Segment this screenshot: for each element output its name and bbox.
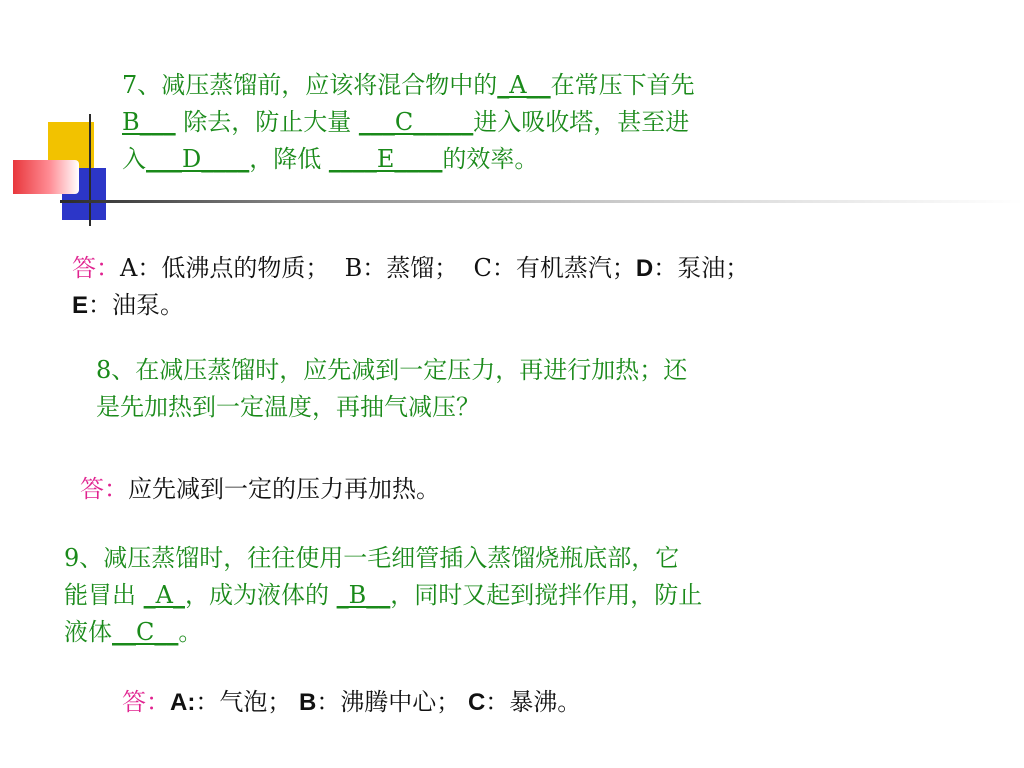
answer-7 [72, 250, 749, 324]
answer-7-text: ：泵油； [653, 254, 750, 282]
blank-c: ___C_____ [358, 108, 474, 136]
question-7-text: 除去，防止大量 [175, 108, 359, 136]
answer-9-text: ：暴沸。 [485, 688, 582, 716]
answer-7-line-2 [72, 287, 749, 324]
answer-7-text: ：油泵。 [88, 291, 185, 319]
question-7 [122, 67, 695, 178]
answer-key-e: E [72, 292, 89, 319]
question-7-line-1 [122, 67, 695, 104]
blank-a: _A_ [143, 581, 185, 609]
question-9-text: ，同时又起到搅拌作用，防止 [390, 581, 703, 609]
blank-c: __C__ [112, 618, 179, 646]
blank-a: _A__ [497, 71, 551, 99]
question-9-text: 能冒出 [64, 581, 144, 609]
blank-b: _B__ [336, 581, 391, 609]
decor-horizontal-rule [60, 200, 1024, 203]
answer-7-line-1 [72, 250, 749, 287]
question-7-line-2 [122, 104, 695, 141]
question-9 [64, 540, 702, 651]
decor-red-bar [13, 160, 79, 194]
answer-label: 答： [80, 475, 128, 503]
answer-key-a: A: [170, 689, 196, 716]
answer-8-text: 应先减到一定的压力再加热。 [128, 475, 440, 503]
question-9-line-2 [64, 577, 702, 614]
question-8-line-2: 是先加热到一定温度，再抽气减压？ [96, 393, 480, 421]
answer-label: 答： [72, 254, 120, 282]
question-9-text: ，成为液体的 [184, 581, 337, 609]
question-9-line-1: 9、减压蒸馏时，往往使用一毛细管插入蒸馏烧瓶底部，它 [64, 544, 680, 572]
blank-d: ___D____ [146, 145, 250, 173]
question-7-text: ，降低 [249, 145, 329, 173]
question-7-line-3 [122, 141, 695, 178]
blank-b: B___ [122, 108, 176, 136]
answer-key-d: D [635, 255, 654, 282]
answer-key-c: C [467, 689, 486, 716]
question-8 [96, 352, 687, 426]
answer-label: 答： [122, 688, 170, 716]
question-7-text: 7、减压蒸馏前，应该将混合物中的 [122, 71, 498, 99]
answer-9-text: ：沸腾中心； [316, 688, 461, 716]
question-7-text: 在常压下首先 [550, 71, 695, 99]
question-7-text: 的效率。 [442, 145, 539, 173]
answer-9-text: ：气泡； [195, 688, 292, 716]
answer-7-text: A：低沸点的物质； B：蒸馏； C：有机蒸汽； [120, 254, 636, 282]
question-9-text: 液体 [64, 618, 112, 646]
question-8-line-1: 8、在减压蒸馏时，应先减到一定压力，再进行加热；还 [96, 356, 688, 384]
question-7-text: 入 [122, 145, 146, 173]
question-7-text: 进入吸收塔，甚至进 [473, 108, 690, 136]
blank-e: ____E____ [328, 145, 443, 173]
answer-9 [122, 684, 581, 721]
question-9-text: 。 [178, 618, 203, 646]
answer-8 [80, 471, 440, 508]
decor-vertical-line [89, 114, 91, 226]
answer-key-b: B [298, 689, 317, 716]
question-9-line-3 [64, 614, 702, 651]
